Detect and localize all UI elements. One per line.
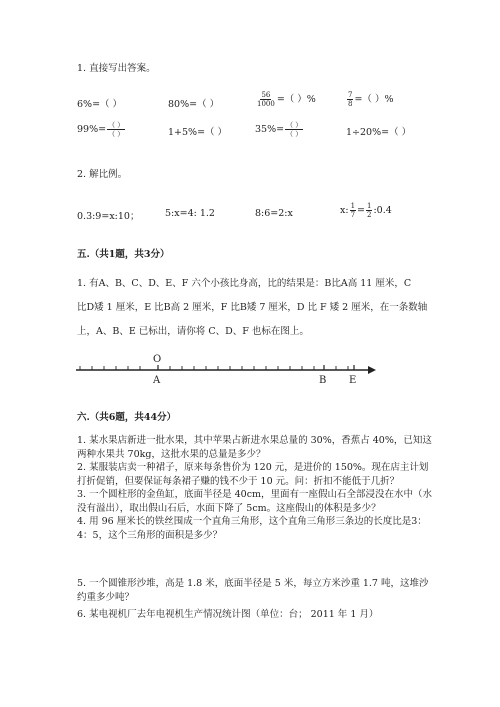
- q1-item-3: $\frac{56}{1000}$ =（ ）%: [257, 91, 316, 108]
- number-line-ticks: [80, 365, 354, 370]
- q1-item-2: 80%=（ ）: [168, 99, 220, 110]
- q6-problem-2: 2. 某服装店卖一种裙子，原来每条售价为 120 元，是进价的 150%。现在店主计划打折促销，但要保证每条裙子赚的钱不少于 10 元。问：折扣不能低于几折？: [77, 462, 429, 487]
- point-b-label: B: [319, 375, 327, 386]
- q2-item-3: 8:6=2:x: [255, 208, 293, 219]
- number-line: [70, 348, 380, 388]
- point-e-label: E: [349, 375, 357, 386]
- section2-title: 2. 解比例。: [77, 169, 128, 180]
- q1-item-6: 1+5%=（ ）: [168, 127, 228, 138]
- q6-problem-1: 1. 某水果店新进一批水果，其中苹果占新进水果总量的 30%，香蕉占 40%，已知这两种水果共 70kg，这批水果的总量是多少？: [77, 435, 432, 460]
- fraction: $\frac{56}{1000}$: [257, 91, 275, 108]
- q5-line-2: 比D矮 1 厘米，E 比B高 2 厘米，F 比B矮 7 厘米，D 比 F 矮 2 厘米，在一条数轴: [77, 302, 428, 313]
- fraction: $\frac{( )}{( )}$: [108, 121, 125, 138]
- q5-line-1: 1. 有A、B、C、D、E、F 六个小孩比身高，比的结果是：B比A高 11 厘米，C: [77, 278, 412, 289]
- q1-item-5: 99%= $\frac{( )}{( )}$: [77, 121, 125, 138]
- q6-problem-6: 6. 某电视机厂去年电视机生产情况统计图（单位：台； 2011 年 1 月）: [77, 609, 379, 620]
- q1-item-7: 35%= $\frac{( )}{( )}$: [255, 121, 303, 138]
- section5-heading: 五.（共1题，共3分）: [77, 249, 170, 260]
- fraction: $\frac{( )}{( )}$: [286, 121, 303, 138]
- q6-problem-5: 5. 一个圆锥形沙堆，高是 1.8 米，底面半径是 5 米，每立方米沙重 1.7 吨，这堆沙约重多少吨？: [77, 578, 429, 603]
- q1-item-8: 1÷20%=（ ）: [346, 127, 412, 138]
- q1-item-1: 6%=（ ）: [77, 99, 123, 110]
- point-a-label: A: [153, 375, 161, 386]
- section1-title: 1. 直接写出答案。: [77, 63, 156, 74]
- origin-label: O: [153, 354, 162, 365]
- q6-problem-4: 4. 用 96 厘米长的铁丝围成一个直角三角形，这个直角三角形三条边的长度比是3：4：5，这个三角形的面积是多少？: [77, 516, 427, 541]
- q2-item-4: x: $\frac{1}{7}$ = $\frac{1}{2}$ :0.4: [340, 202, 392, 219]
- fraction: $\frac{1}{2}$: [367, 202, 372, 219]
- q5-line-3: 上，A、B、E 已标出，请你将 C、D、F 也标在图上。: [77, 326, 309, 337]
- fraction: $\frac{7}{8}$: [348, 91, 353, 108]
- q6-problem-3: 3. 一个圆柱形的金鱼缸，底面半径是 40cm，里面有一座假山石全部浸没在水中（水没有溢出），取出假山石后，水面下降了 5cm。这座假山的体积是多少？: [77, 489, 433, 514]
- q1-item-4: $\frac{7}{8}$ =（ ）%: [348, 91, 394, 108]
- fraction: $\frac{1}{7}$: [350, 202, 356, 219]
- section6-heading: 六.（共6题，共44分）: [77, 412, 177, 423]
- q2-item-1: 0.3:9=x:10；: [77, 211, 140, 222]
- q2-item-2: 5:x=4: 1.2: [165, 208, 215, 219]
